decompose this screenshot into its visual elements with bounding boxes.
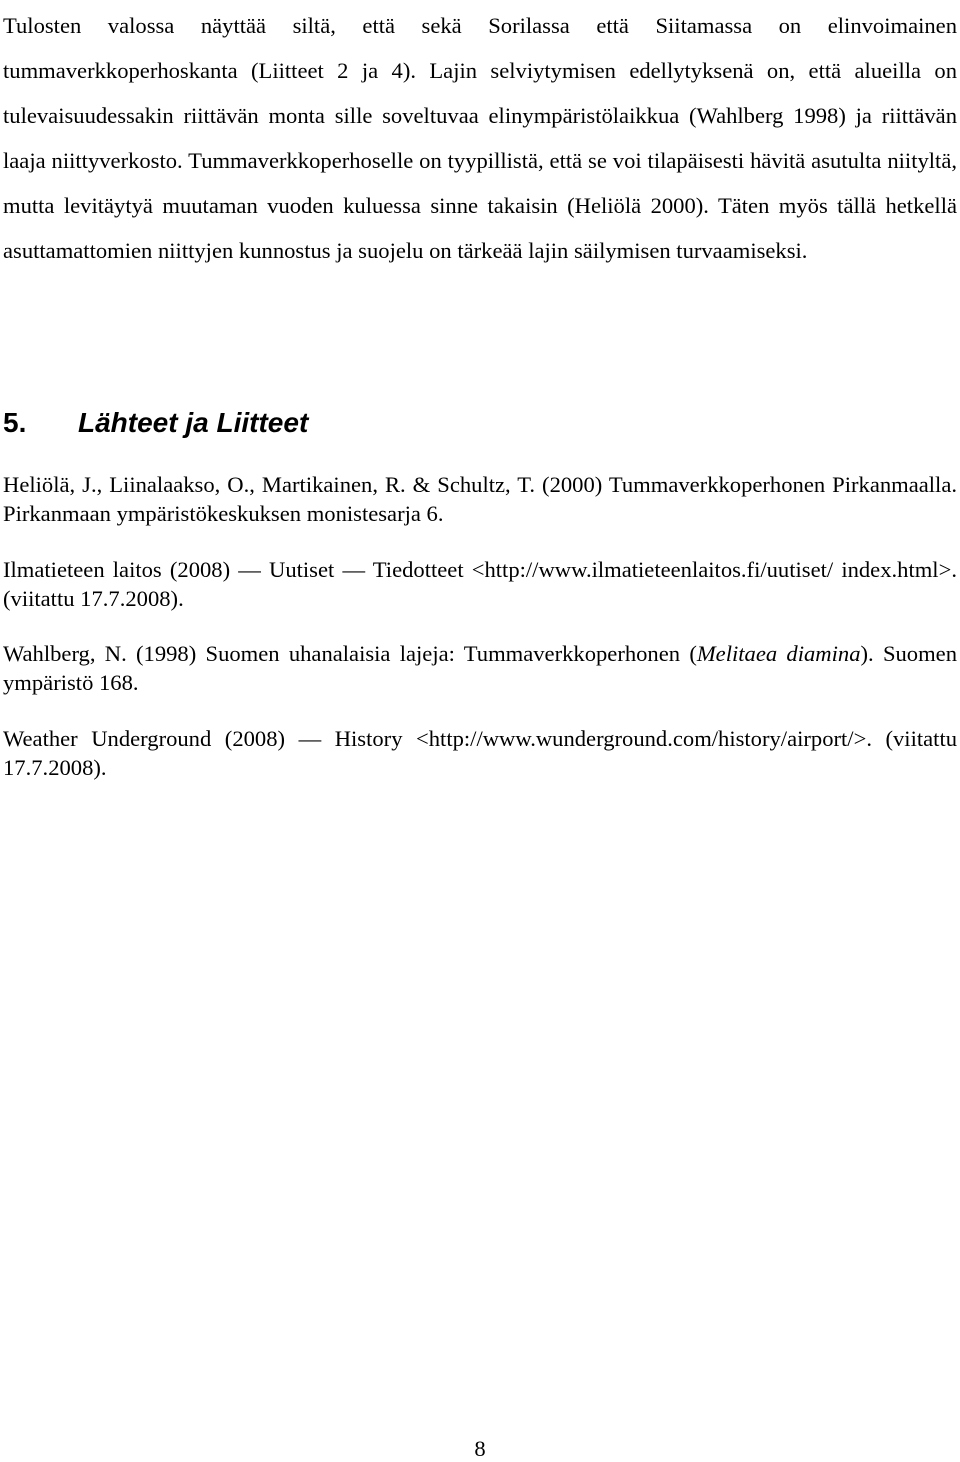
reference-text-before: Wahlberg, N. (1998) Suomen uhanalaisia lajeja: Tummaverkkoperhonen ( <box>3 641 697 666</box>
body-paragraph: Tulosten valossa näyttää siltä, että sekä Sorilassa että Siitamassa on elinvoimainen tummaverkkoperhoskanta (Liitteet 2 ja 4). Lajin selviytymisen edellytyksenä on, että alueilla on tulevaisuudessakin riittävän monta sille soveltuvaa elinympäristölaikkua (Wahlberg 1998) ja riittävän laaja niittyverkosto. Tummaverkkoperhoselle on tyypillistä, että se voi tilapäisesti hävitä asutulta niityltä, mutta levitäytyä muutaman vuoden kuluessa sinne takaisin (Heliölä 2000). Täten myös tällä hetkellä asuttamattomien niittyjen kunnostus ja suojelu on tärkeää lajin säilymisen turvaamiseksi. <box>3 13 957 263</box>
section-number: 5. <box>3 407 27 438</box>
document-page <box>3 0 957 1462</box>
reference-author-year: Ilmatieteen laitos (2008) <box>3 556 231 582</box>
reference-link: History <http://www.wunderground.com/history/airport/>. (viitattu 17.7.2008). <box>3 725 958 780</box>
reference-species-name: Melitaea diamina <box>696 641 861 666</box>
reference-title: Uutiset <box>269 556 335 582</box>
reference-dash: — <box>298 725 322 751</box>
reference-text-after: ). Suomen ympäristö 168. <box>3 641 957 695</box>
page-number: 8 <box>474 1436 486 1461</box>
reference-dash: — <box>238 556 261 582</box>
reference-item-wahlberg <box>3 639 957 697</box>
reference-item-heliola <box>3 470 957 528</box>
reference-text: Heliölä, J., Liinalaakso, O., Martikainen, R. & Schultz, T. (2000) Tummaverkkoperhonen Pirkanmaalla. Pirkanmaan ympäristökeskuksen monistesarja 6. <box>3 472 957 526</box>
reference-list <box>3 470 957 808</box>
reference-link: Tiedotteet <http://www.ilmatieteenlaitos.fi/uutiset/ index.html>. (viitattu 17.7.2008). <box>3 556 957 611</box>
reference-dash: — <box>342 556 366 582</box>
section-title: Lähteet ja Liitteet <box>78 407 309 438</box>
reference-item-ilmatieteen-laitos <box>3 555 957 613</box>
section-heading <box>3 401 308 445</box>
reference-item-weather-underground <box>3 724 957 782</box>
reference-author-year: Weather Underground (2008) <box>3 725 286 751</box>
